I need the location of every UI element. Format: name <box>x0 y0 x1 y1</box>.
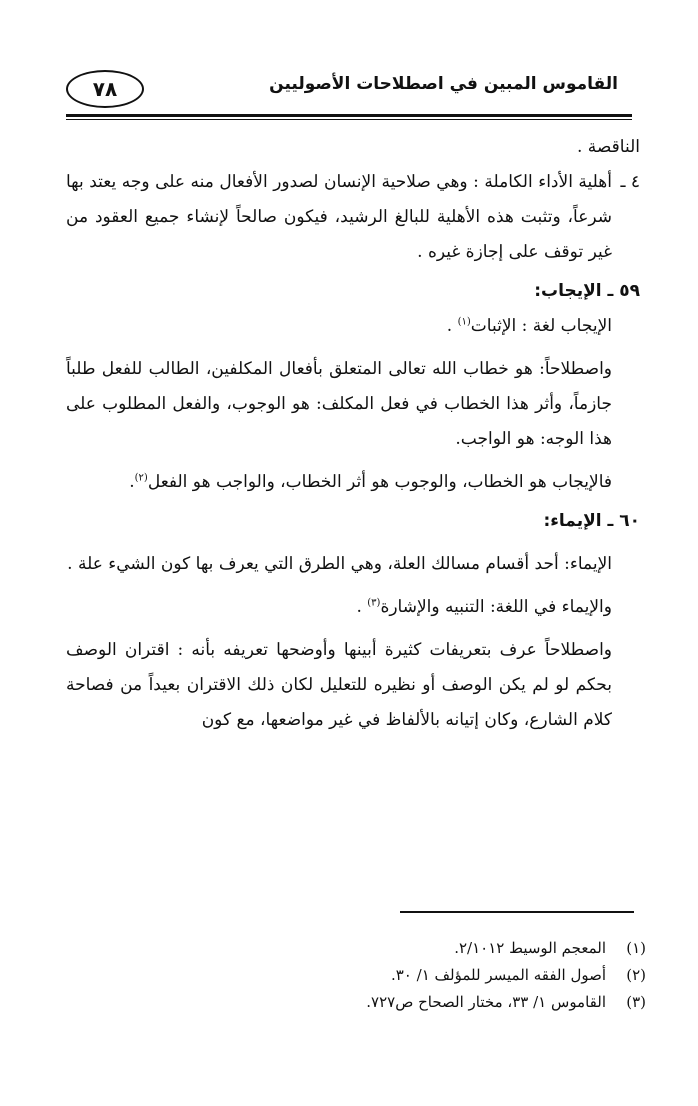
footnote-ref-1[interactable]: (١) <box>457 316 471 328</box>
item-number: ٤ ـ <box>620 172 640 192</box>
footnote-item <box>86 962 646 989</box>
paragraph-text: فالإيجاب هو الخطاب، والوجوب هو أثر الخطاب، والواجب هو الفعل <box>147 472 612 492</box>
main-text <box>66 130 640 738</box>
paragraph-imaa-lugha <box>66 590 640 625</box>
entry-heading-60: ٦٠ ـ الإيماء: <box>543 511 640 531</box>
footnotes <box>86 935 646 1016</box>
numbered-item-4 <box>66 165 640 270</box>
footnote-item <box>86 989 646 1016</box>
entry-heading-59: ٥٩ ـ الإيجاب: <box>534 281 640 301</box>
paragraph-ijab-summary <box>66 465 640 500</box>
paragraph-end: . <box>129 472 135 492</box>
footnote-number: (١) <box>626 939 646 957</box>
header-rule-thick <box>66 114 632 117</box>
page-number: ٧٨ <box>92 77 118 101</box>
paragraph-ijab-lugha <box>66 309 640 344</box>
footnote-item <box>86 935 646 962</box>
page-header <box>66 66 626 110</box>
footnote-ref-2[interactable]: (٢) <box>134 472 148 484</box>
footnote-number: (٢) <box>626 966 646 984</box>
footnote-ref-3[interactable]: (٣) <box>367 597 381 609</box>
paragraph-text: والإيماء في اللغة: التنبيه والإشارة <box>380 597 612 617</box>
paragraph-ijab-istilah: واصطلاحاً: هو خطاب الله تعالى المتعلق بأفعال المكلفين، الطالب للفعل طلباً جازماً، وأثر هذا الخطاب في فعل المكلف: هو الوجوب، والفعل المطلوب على هذا الوجه: هو الواجب. <box>66 359 612 449</box>
paragraph-continuation: الناقصة . <box>576 137 640 157</box>
footnote-text: المعجم الوسيط ٢/١٠١٢. <box>454 939 606 957</box>
paragraph-end: . <box>356 597 368 617</box>
footnote-text: أصول الفقه الميسر للمؤلف ١/ ٣٠. <box>390 966 606 984</box>
footnote-number: (٣) <box>626 993 646 1011</box>
page-number-badge <box>66 70 144 108</box>
footnote-separator <box>400 911 634 913</box>
footnote-text: القاموس ١/ ٣٣، مختار الصحاح ص٧٢٧. <box>366 993 606 1011</box>
header-rule-thin <box>66 119 632 120</box>
paragraph-end: . <box>446 316 458 336</box>
paragraph-text: الإيجاب لغة : الإثبات <box>470 316 612 336</box>
paragraph-imaa-istilah: واصطلاحاً عرف بتعريفات كثيرة أبينها وأوضحها تعريفه بأنه : اقتران الوصف بحكم لو لم يكن الوصف أو نظيره للتعليل لكان ذلك الاقتران بعيداً من فصاحة كلام الشارع، وكان إتيانه بالألفاظ في غير مواضعها، مع كون <box>66 640 612 730</box>
paragraph-imaa-definition: الإيماء: أحد أقسام مسالك العلة، وهي الطرق التي يعرف بها كون الشيء علة . <box>67 554 612 574</box>
running-title: القاموس المبين في اصطلاحات الأصوليين <box>269 74 618 94</box>
item-text: أهلية الأداء الكاملة : وهي صلاحية الإنسان لصدور الأفعال منه على وجه يعتد بها شرعاً، وتثبت هذه الأهلية للبالغ الرشيد، فيكون صالحاً لإنشاء جميع العقود من غير توقف على إجازة غيره . <box>66 172 612 262</box>
